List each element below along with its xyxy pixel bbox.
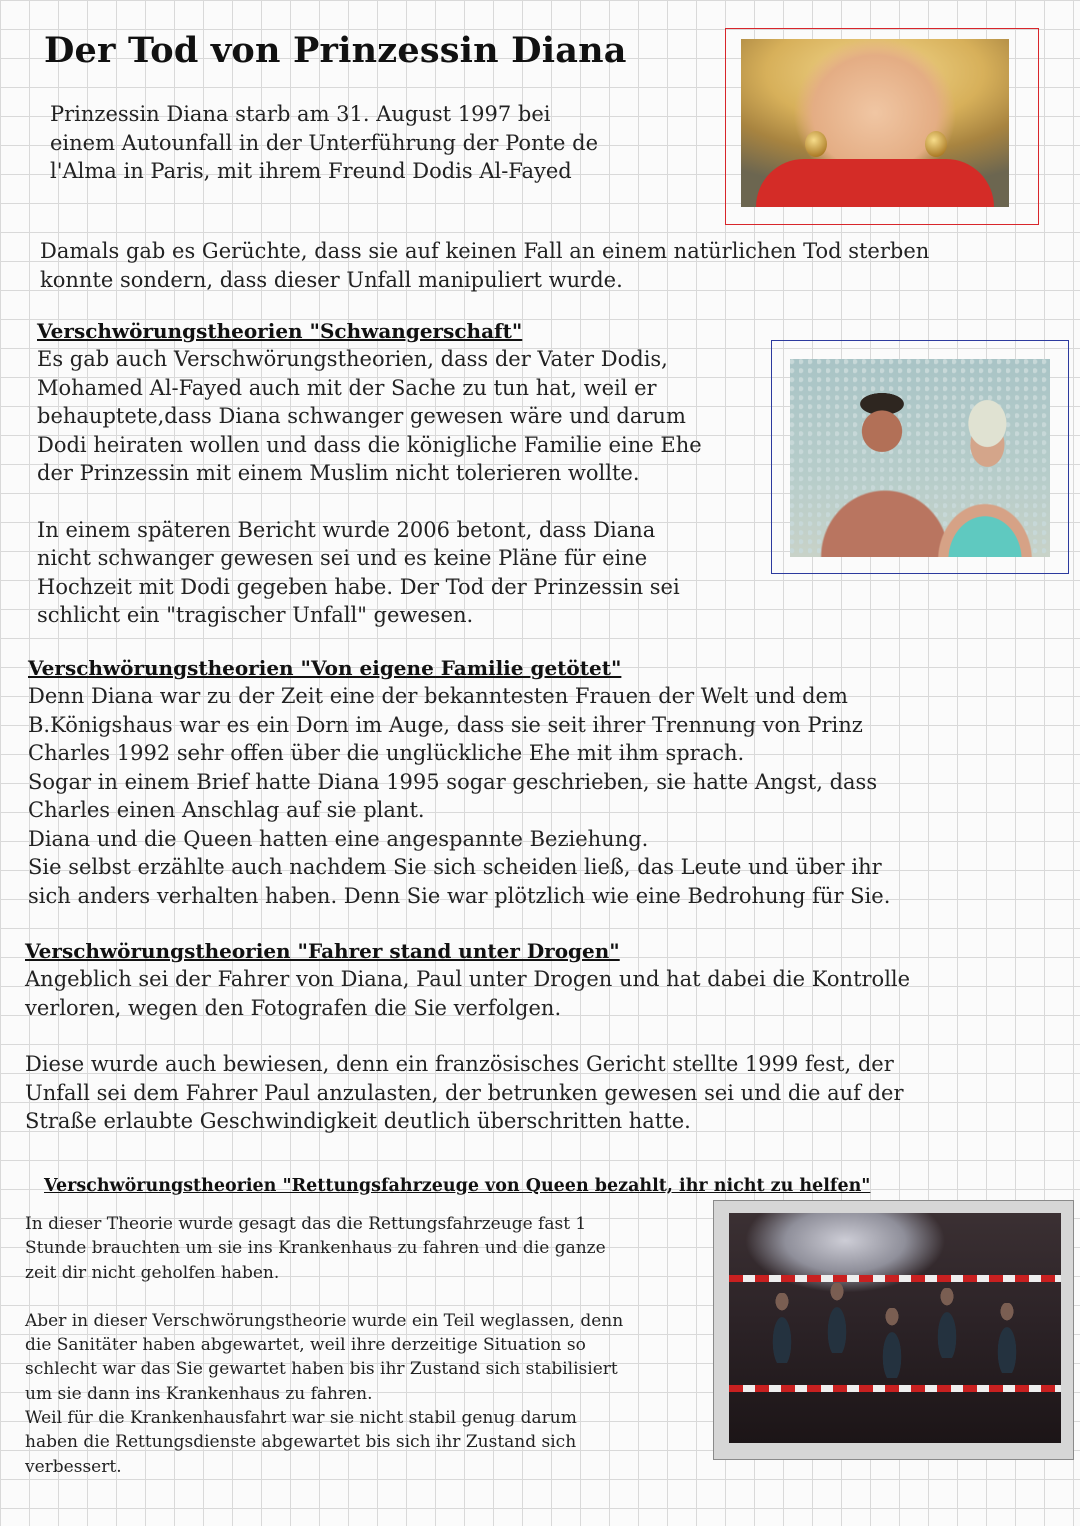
text-line: Aber in dieser Verschwörungstheorie wurde ein Teil weglassen, denn (25, 1310, 624, 1331)
text-line: haben die Rettungsdienste abgewartet bis sich ihr Zustand sich (25, 1432, 577, 1453)
crash-scene-photo (729, 1213, 1061, 1443)
text-line: die Sanitäter haben abgewartet, weil ihre derzeitige Situation so (25, 1335, 586, 1356)
section-pregnancy (37, 317, 777, 630)
text-line: um sie dann ins Krankenhaus zu fahren. (25, 1383, 373, 1404)
text-line: sich anders verhalten haben. Denn Sie war plötzlich wie eine Bedrohung für Sie. (28, 883, 891, 908)
text-line: verloren, wegen den Fotografen die Sie verfolgen. (25, 995, 562, 1020)
text-line: Charles 1992 sehr offen über die unglückliche Ehe mit ihm sprach. (28, 741, 745, 765)
section-ambulance-heading-wrap (44, 1172, 1064, 1200)
text-line: behauptete,dass Diana schwanger gewesen wäre und darum (37, 404, 686, 428)
text-line: Denn Diana war zu der Zeit eine der bekanntesten Frauen der Welt und dem (28, 684, 848, 708)
diana-portrait-frame (725, 28, 1039, 225)
text-line: einem Autounfall in der Unterführung der Ponte de (50, 130, 599, 155)
text-line: der Prinzessin mit einem Muslim nicht tolerieren wollte. (37, 461, 640, 485)
section-ambulance (25, 1212, 715, 1479)
text-line: Diese wurde auch bewiesen, denn ein französisches Gericht stellte 1999 fest, der (25, 1052, 894, 1076)
person-figure (769, 1293, 795, 1363)
police-tape (729, 1385, 1061, 1392)
section-heading: Verschwörungstheorien "Rettungsfahrzeuge von Queen bezahlt, ihr nicht zu helfen" (44, 1176, 871, 1196)
beach-photo-frame (771, 340, 1069, 574)
text-line: konnte sondern, dass dieser Unfall manipuliert wurde. (40, 267, 623, 292)
section-family (28, 654, 1068, 910)
text-line: Prinzessin Diana starb am 31. August 1997 bei (50, 102, 551, 126)
text-line: zeit dir nicht geholfen haben. (25, 1262, 280, 1283)
rumor-text (40, 237, 1050, 294)
text-line: Weil für die Krankenhausfahrt war sie nicht stabil genug darum (25, 1408, 577, 1429)
person-figure (925, 385, 1045, 557)
diana-portrait-photo (741, 39, 1009, 207)
text-line: schlicht ein "tragischer Unfall" gewesen. (37, 603, 474, 627)
text-line: schlecht war das Sie gewartet haben bis ihr Zustand sich stabilisiert (25, 1359, 618, 1380)
person-figure (824, 1283, 850, 1353)
section-heading: Verschwörungstheorien "Von eigene Familie getötet" (28, 656, 622, 680)
text-line: Diana und die Queen hatten eine angespannte Beziehung. (28, 826, 649, 851)
person-figure (994, 1303, 1020, 1373)
text-line: Hochzeit mit Dodi gegeben habe. Der Tod der Prinzessin sei (37, 574, 680, 599)
text-line: Dodi heiraten wollen und dass die königliche Familie eine Ehe (37, 432, 702, 457)
earring-icon (925, 131, 947, 157)
beach-photo (790, 359, 1050, 557)
text-line: In einem späteren Bericht wurde 2006 betont, dass Diana (37, 517, 656, 542)
text-line: Stunde brauchten um sie ins Krankenhaus zu fahren und die ganze (25, 1238, 606, 1259)
intro-text (50, 100, 690, 186)
text-line: verbessert. (25, 1456, 122, 1477)
text-line: Angeblich sei der Fahrer von Diana, Paul unter Drogen und hat dabei die Kontrolle (25, 967, 911, 991)
earring-icon (805, 131, 827, 157)
page-title: Der Tod von Prinzessin Diana (44, 30, 627, 71)
text-line: Straße erlaubte Geschwindigkeit deutlich überschritten hatte. (25, 1109, 691, 1133)
text-line: l'Alma in Paris, mit ihrem Freund Dodis Al-Fayed (50, 159, 572, 183)
text-line: Damals gab es Gerüchte, dass sie auf keinen Fall an einem natürlichen Tod sterben (40, 239, 930, 263)
person-figure (879, 1308, 905, 1378)
section-heading: Verschwörungstheorien "Fahrer stand unter Drogen" (25, 939, 620, 963)
text-line: Sogar in einem Brief hatte Diana 1995 sogar geschrieben, sie hatte Angst, dass (28, 769, 878, 794)
person-figure (934, 1288, 960, 1358)
text-line: Charles einen Anschlag auf sie plant. (28, 798, 425, 822)
text-line: nicht schwanger gewesen sei und es keine Pläne für eine (37, 546, 648, 570)
text-line: Sie selbst erzählte auch nachdem Sie sich scheiden ließ, das Leute und über ihr (28, 855, 882, 879)
text-line: Unfall sei dem Fahrer Paul anzulasten, der betrunken gewesen sei und die auf der (25, 1080, 904, 1105)
text-line: Es gab auch Verschwörungstheorien, dass der Vater Dodis, (37, 347, 668, 371)
section-heading: Verschwörungstheorien "Schwangerschaft" (37, 319, 523, 343)
text-line: Mohamed Al-Fayed auch mit der Sache zu tun hat, weil er (37, 375, 657, 400)
section-driver (25, 937, 1065, 1136)
text-line: B.Königshaus war es ein Dorn im Auge, dass sie seit ihrer Trennung von Prinz (28, 712, 863, 737)
police-tape (729, 1275, 1061, 1282)
crash-scene-frame (713, 1200, 1074, 1460)
red-dress (756, 159, 994, 207)
text-line: In dieser Theorie wurde gesagt das die Rettungsfahrzeuge fast 1 (25, 1214, 587, 1234)
